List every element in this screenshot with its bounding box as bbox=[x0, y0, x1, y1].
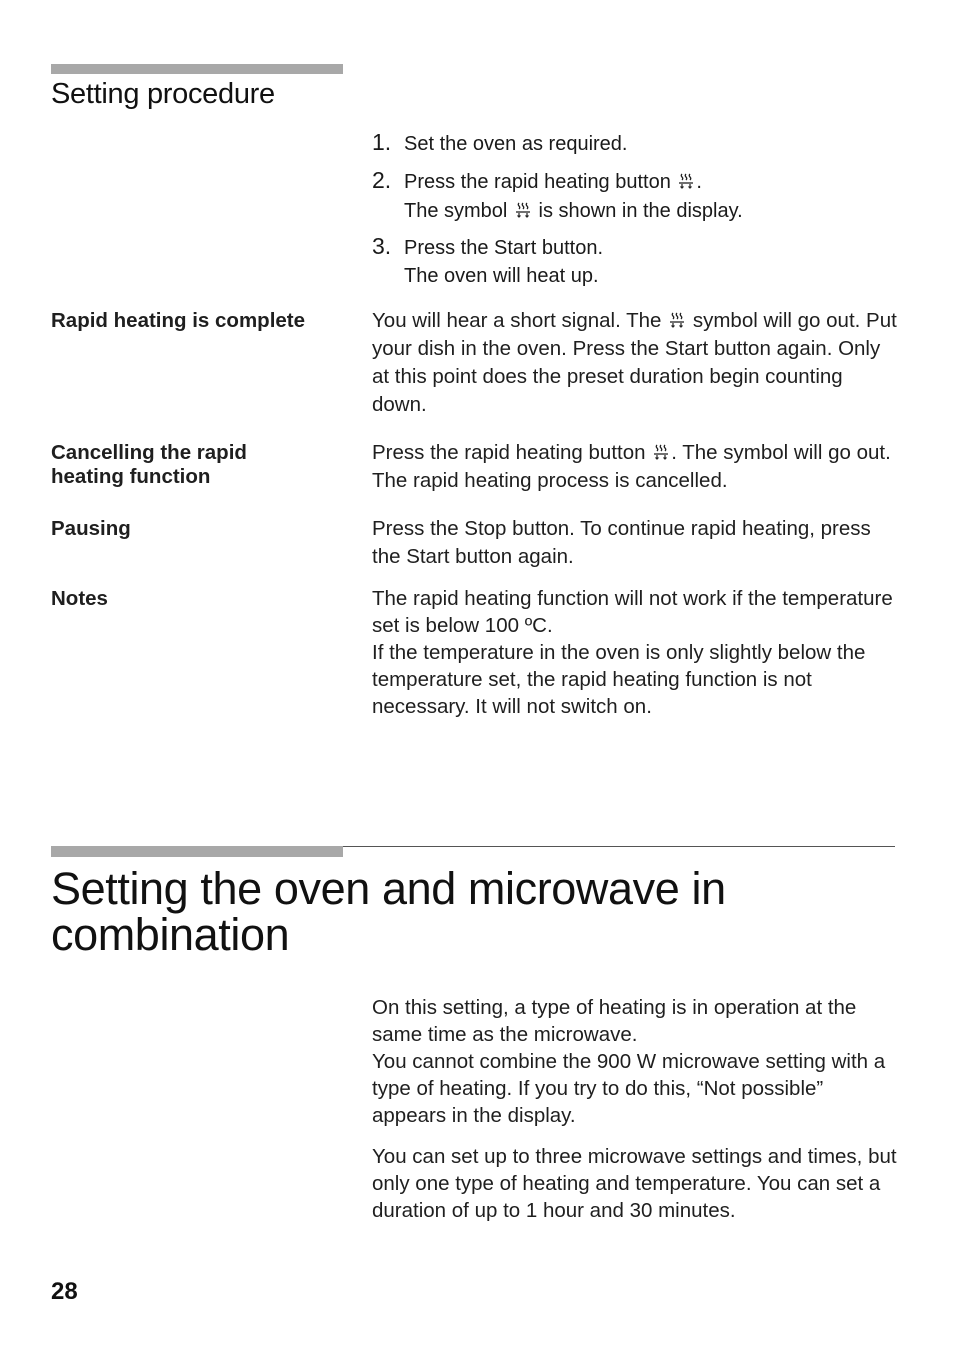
section-rule bbox=[343, 846, 895, 847]
combination-title: Setting the oven and microwave in combination bbox=[51, 863, 726, 960]
setting-procedure-heading: Setting procedure bbox=[51, 78, 275, 110]
step-text: Set the oven as required. bbox=[404, 133, 628, 155]
step-text-part: is shown in the display. bbox=[538, 200, 743, 222]
notes-label: Notes bbox=[51, 587, 108, 610]
step-number: 3. bbox=[372, 233, 392, 259]
step-text-line2: The oven will heat up. bbox=[404, 265, 599, 287]
notes-text bbox=[372, 585, 902, 720]
pausing-label: Pausing bbox=[51, 517, 131, 540]
combination-para: You can set up to three microwave settings and times, but only one type of heating and temperature. You can set a duration of up to 1 hour and 30 minutes. bbox=[372, 1145, 897, 1222]
section-bar bbox=[51, 846, 343, 857]
combination-para: On this setting, a type of heating is in operation at the same time as the microwave. bbox=[372, 996, 857, 1046]
rapid-heating-icon bbox=[678, 173, 694, 189]
notes-para: The rapid heating function will not work if the temperature set is below 100 ºC. bbox=[372, 587, 893, 637]
rapid-heating-icon bbox=[515, 202, 531, 218]
rapid-heating-icon bbox=[653, 444, 669, 460]
pausing-text: Press the Stop button. To continue rapid heating, press the Start button again. bbox=[372, 517, 871, 568]
step-text-part: Press the rapid heating button bbox=[404, 171, 671, 193]
rapid-complete-text bbox=[372, 307, 902, 419]
notes-para: If the temperature in the oven is only slightly below the temperature set, the rapid heating function is not necessary. It will not switch on. bbox=[372, 641, 866, 718]
cancelling-text bbox=[372, 439, 902, 495]
step-text-line2 bbox=[404, 197, 743, 225]
rapid-heating-icon bbox=[669, 312, 685, 328]
step-text-part: . bbox=[696, 171, 702, 193]
combination-text bbox=[372, 994, 902, 1224]
step-text-part: The symbol bbox=[404, 200, 508, 222]
step-number: 2. bbox=[372, 167, 392, 193]
text-part: Press the rapid heating button bbox=[372, 441, 646, 464]
section-bar bbox=[51, 64, 343, 74]
rapid-complete-label: Rapid heating is complete bbox=[51, 309, 306, 332]
step-text bbox=[404, 168, 702, 196]
page-number: 28 bbox=[51, 1278, 78, 1305]
text-part: symbol will go out. Put your dish in the oven. Press the Start button again. Only at this point does the preset duration begin counting down. bbox=[372, 309, 897, 416]
text-part: You will hear a short signal. The bbox=[372, 309, 662, 332]
combination-para: You cannot combine the 900 W microwave setting with a type of heating. If you try to do this, “Not possible” appears in the display. bbox=[372, 1050, 886, 1127]
step-text: Press the Start button. bbox=[404, 237, 603, 259]
cancelling-label: Cancelling the rapid heating function bbox=[51, 441, 247, 488]
text-part: . The symbol will go out. The rapid heating process is cancelled. bbox=[372, 441, 891, 492]
step-number: 1. bbox=[372, 129, 392, 155]
